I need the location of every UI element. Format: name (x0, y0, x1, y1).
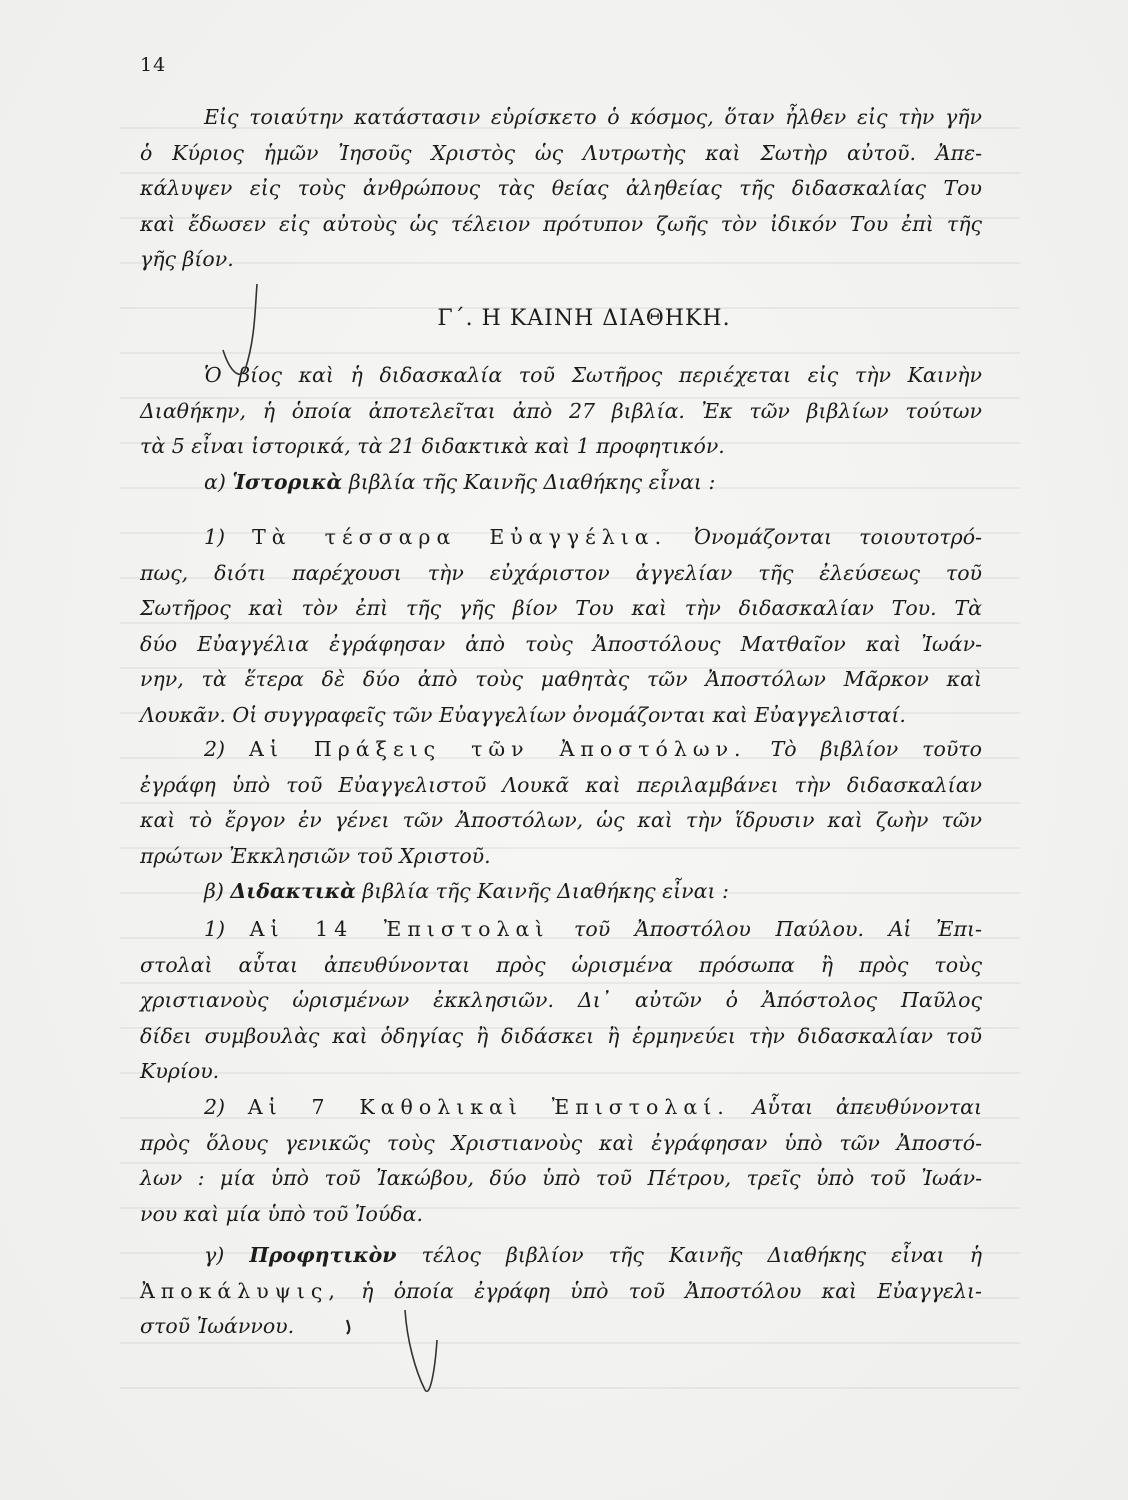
item-pauline-epistles (140, 912, 982, 1090)
item-first-line: 1) Αἱ 14 Ἐπιστολαὶ τοῦ Ἀποστόλου Παύλου. Αἱ Ἐπι- (204, 917, 982, 941)
paragraph-new-testament (140, 358, 982, 500)
text-line: νου καὶ μία ὑπὸ τοῦ Ἰούδα. (140, 1201, 423, 1226)
subheading-historical: α) Ἱστορικὰ βιβλία τῆς Καινῆς Διαθήκης εἶναι : (204, 469, 716, 494)
text-line: ἐγράφη ὑπὸ τοῦ Εὐαγγελιστοῦ Λουκᾶ καὶ περιλαμβάνει τὴν διδασκαλίαν (140, 772, 982, 797)
text-line: στολαὶ αὗται ἀπευθύνονται πρὸς ὡρισμένα πρόσωπα ἢ πρὸς τοὺς (140, 952, 982, 977)
text-line: πρὸς ὅλους γενικῶς τοὺς Χριστιανοὺς καὶ ἐγράφησαν ὑπὸ τῶν Ἀποστό- (140, 1130, 982, 1155)
subheading-didactic: β) Διδακτικὰ βιβλία τῆς Καινῆς Διαθήκης εἶναι : (204, 879, 729, 903)
text-line: Εἰς τοιαύτην κατάστασιν εὑρίσκετο ὁ κόσμος, ὅταν ἦλθεν εἰς τὴν γῆν (204, 105, 982, 129)
page-number: 14 (140, 54, 167, 76)
item-acts (140, 732, 982, 874)
text-line: καὶ ἔδωσεν εἰς αὐτοὺς ὡς τέλειον πρότυπον ζωῆς τὸν ἰδικόν Του ἐπὶ τῆς (140, 211, 982, 236)
text-line: καὶ τὸ ἔργον ἐν γένει τῶν Ἀποστόλων, ὡς καὶ τὴν ἵδρυσιν καὶ ζωὴν τῶν (140, 808, 982, 833)
text-line: ὁ Κύριος ἡμῶν Ἰησοῦς Χριστὸς ὡς Λυτρωτὴς καὶ Σωτὴρ αὐτοῦ. Ἀπε- (140, 140, 982, 165)
item-first-line: γ) Προφητικὸν τέλος βιβλίον τῆς Καινῆς Διαθήκης εἶναι ἡ (204, 1243, 982, 1267)
text-line: Διαθήκην, ἡ ὁποία ἀποτελεῖται ἀπὸ 27 βιβλία. Ἐκ τῶν βιβλίων τούτων (140, 398, 982, 423)
item-catholic-epistles (140, 1090, 982, 1232)
intro-paragraph (140, 100, 982, 278)
section-prophetic (140, 1238, 982, 1345)
text-line: Κυρίου. (140, 1059, 220, 1084)
text-line: νην, τὰ ἕτερα δὲ δύο ἀπὸ τοὺς μαθητὰς τῶν Ἀποστόλων Μᾶρκον καὶ (140, 667, 982, 692)
text-line: Σωτῆρος καὶ τὸν ἐπὶ τῆς γῆς βίον Του καὶ τὴν διδασκαλίαν Του. Τὰ (140, 596, 982, 621)
text-line: λων : μία ὑπὸ τοῦ Ἰακώβου, δύο ὑπὸ τοῦ Πέτρου, τρεῖς ὑπὸ τοῦ Ἰωάν- (140, 1166, 982, 1191)
item-first-line: 2) Αἱ 7 Καθολικαὶ Ἐπιστολαί. Αὗται ἀπευθύνονται (204, 1095, 982, 1119)
text-line: τὰ 5 εἶναι ἱστορικά, τὰ 21 διδακτικὰ καὶ 1 προφητικόν. (140, 434, 725, 459)
text-line: δύο Εὐαγγέλια ἐγράφησαν ἀπὸ τοὺς Ἀποστόλους Ματθαῖον καὶ Ἰωάν- (140, 631, 982, 656)
text-line: γῆς βίον. (140, 247, 234, 272)
text-line: στοῦ Ἰωάννου. (140, 1314, 295, 1339)
text-line: Λουκᾶν. Οἱ συγγραφεῖς τῶν Εὐαγγελίων ὀνομάζονται καὶ Εὐαγγελισταί. (140, 702, 906, 727)
text-line: χριστιανοὺς ὡρισμένων ἐκκλησιῶν. Δι᾿ αὐτῶν ὁ Ἀπόστολος Παῦλος (140, 988, 982, 1013)
text-line: πως, διότι παρέχουσι τὴν εὐχάριστον ἀγγελίαν τῆς ἐλεύσεως τοῦ (140, 560, 982, 585)
text-line: κάλυψεν εἰς τοὺς ἀνθρώπους τὰς θείας ἀληθείας τῆς διδασκαλίας Του (140, 176, 982, 201)
section-heading: Γ΄. Η ΚΑΙΝΗ ΔΙΑΘΗΚΗ. (437, 306, 731, 331)
text-line: δίδει συμβουλὰς καὶ ὁδηγίας ἢ διδάσκει ἢ ἑρμηνεύει τὴν διδασκαλίαν τοῦ (140, 1023, 982, 1048)
text-line: πρώτων Ἐκκλησιῶν τοῦ Χριστοῦ. (140, 843, 491, 868)
item-first-line: 2) Αἱ Πράξεις τῶν Ἀποστόλων. Τὸ βιβλίον τοῦτο (204, 737, 982, 761)
item-first-line: 1) Τὰ τέσσαρα Εὐαγγέλια. Ὀνομάζονται τοιουτοτρό- (204, 525, 982, 549)
text-line: Ἀποκάλυψις, ἡ ὁποία ἐγράφη ὑπὸ τοῦ Ἀποστόλου καὶ Εὐαγγελι- (140, 1278, 982, 1303)
item-four-gospels (140, 520, 982, 734)
text-line: Ὁ βίος καὶ ἡ διδασκαλία τοῦ Σωτῆρος περιέχεται εἰς τὴν Καινὴν (204, 363, 982, 387)
